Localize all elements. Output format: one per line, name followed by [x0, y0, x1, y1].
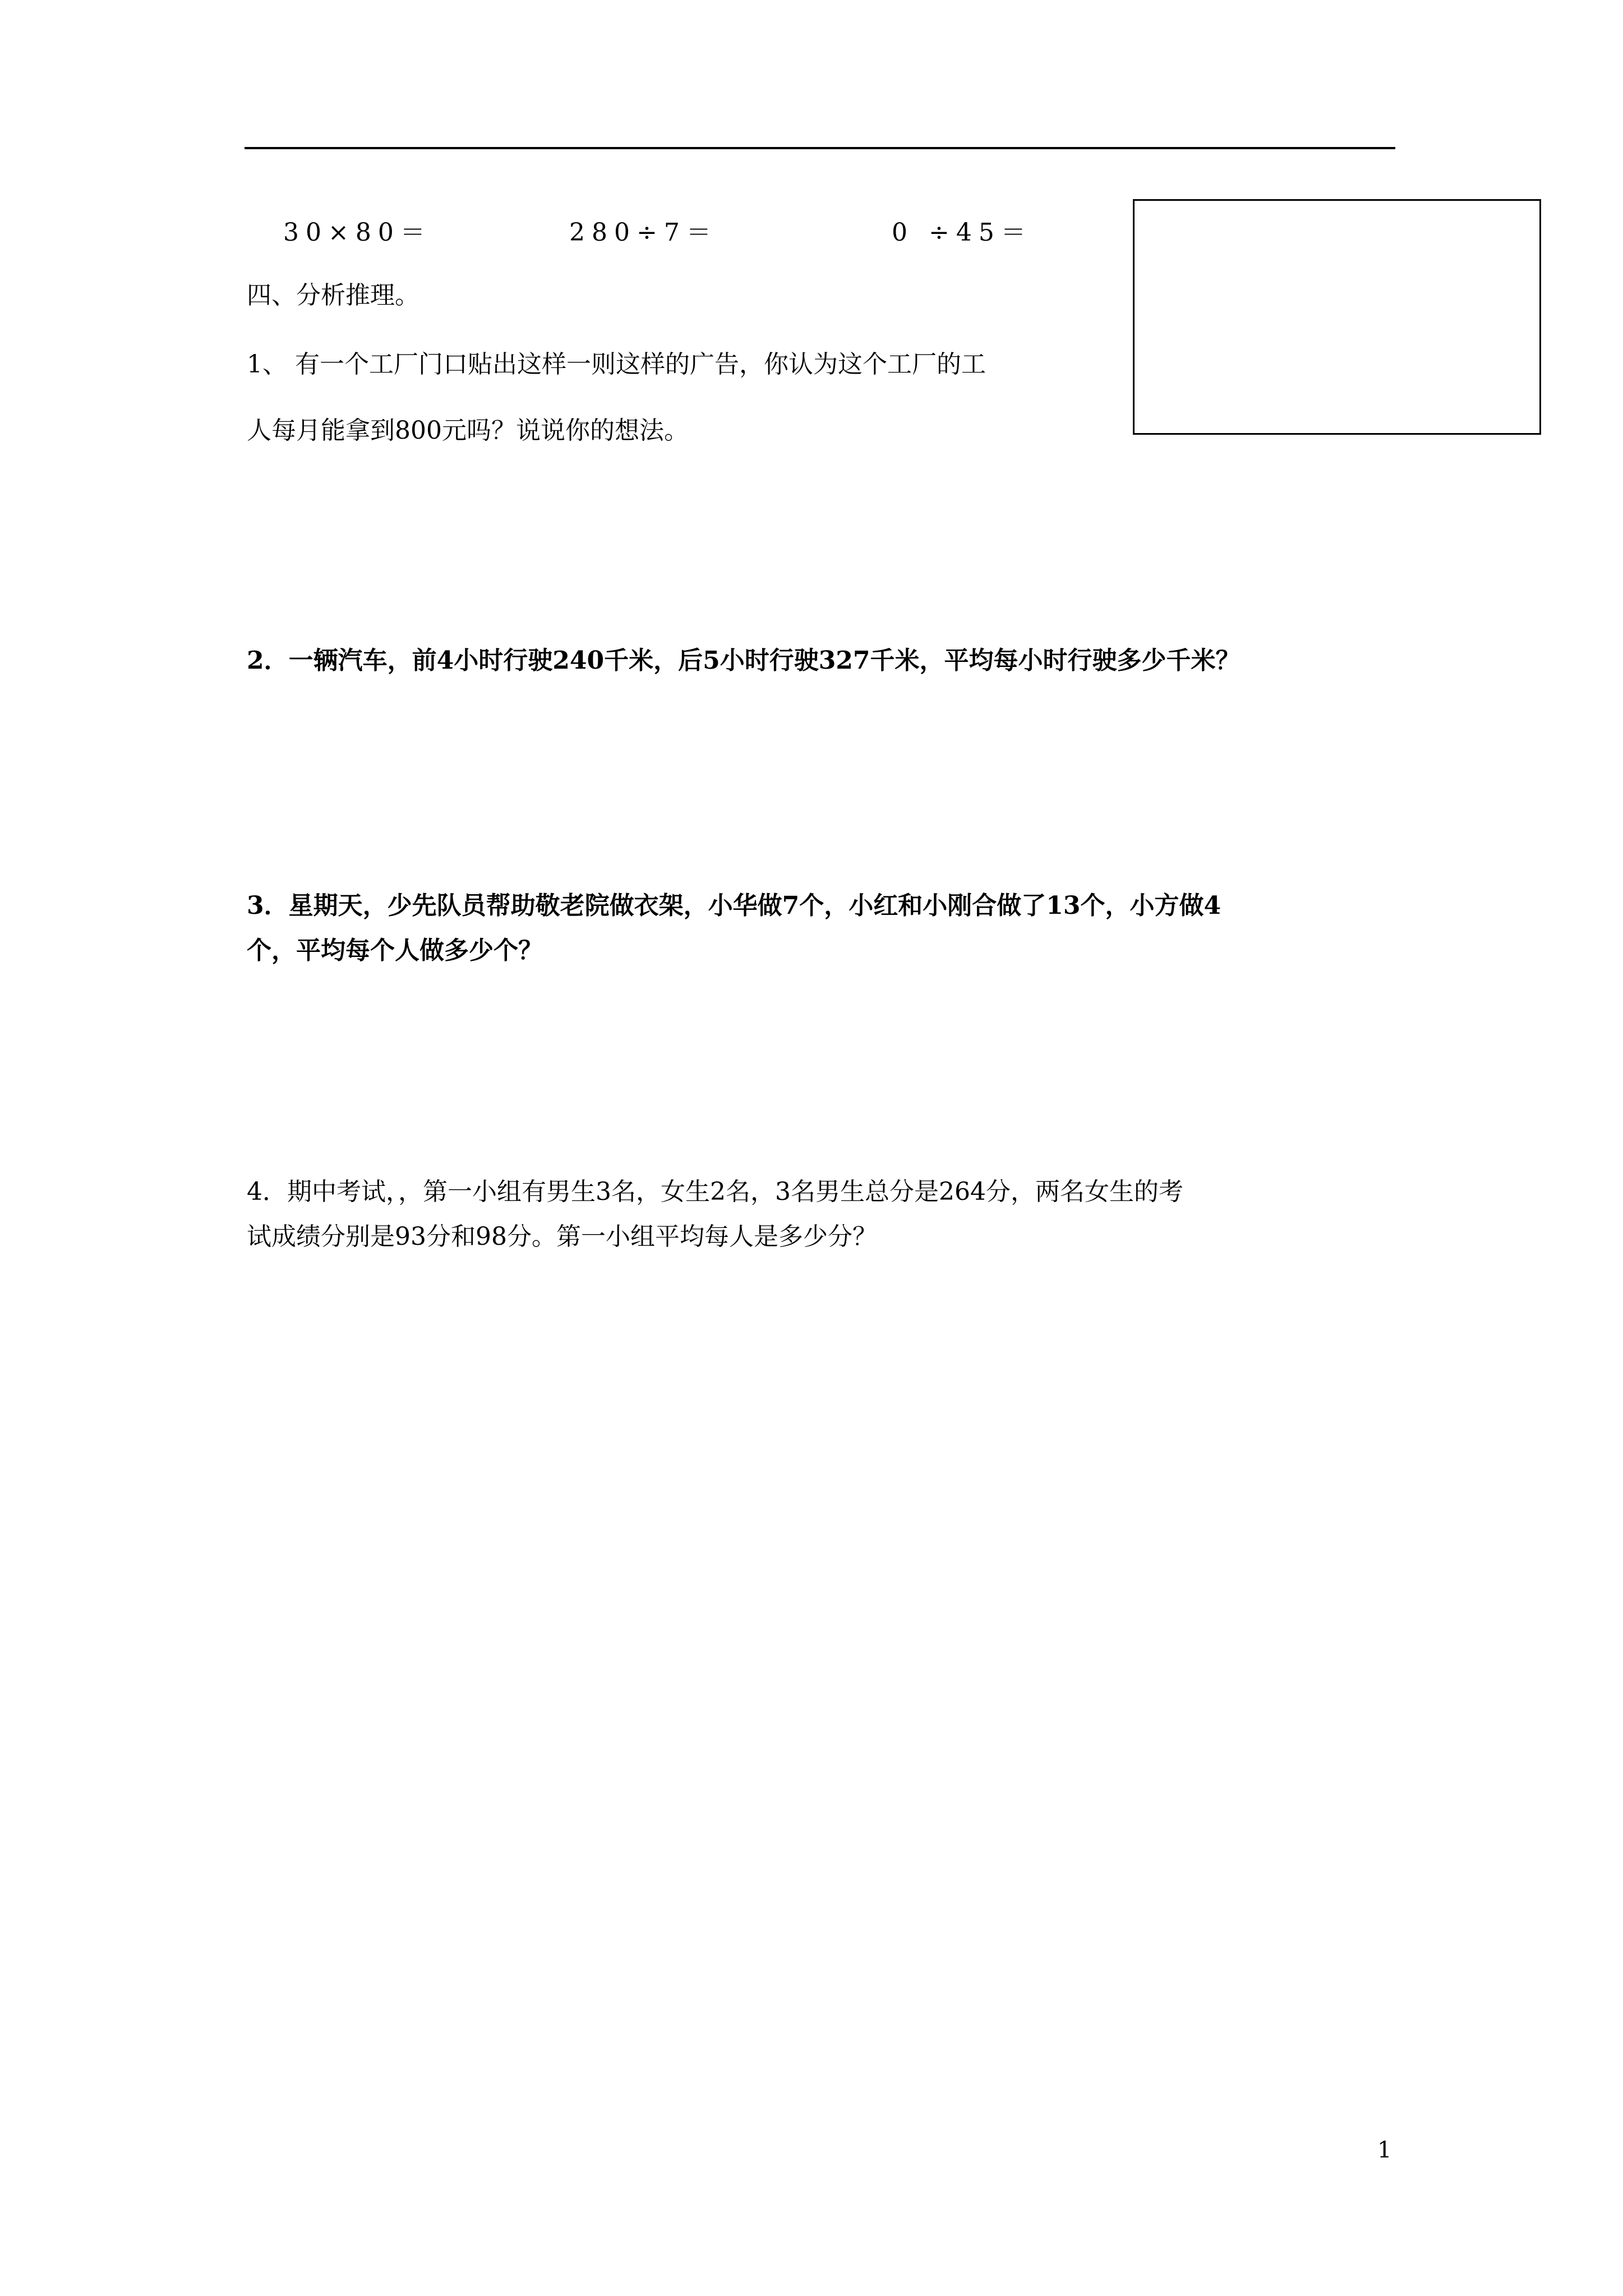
- calc-280div7: 280÷7＝: [569, 218, 718, 247]
- question-4-line-1: 4．期中考试，，第一小组有男生3名，女生2名，3名男生总分是264分，两名女生的考: [247, 1177, 1183, 1206]
- question-1-line-2: 人每月能拿到800元吗？说说你的想法。: [247, 416, 689, 445]
- advertisement-box: [1133, 199, 1541, 435]
- question-3-line-1: 3．星期天，少先队员帮助敬老院做衣架，小华做7个，小红和小刚合做了13个，小方做4: [247, 891, 1221, 920]
- header-rule: [245, 147, 1395, 149]
- page-number: 1: [1377, 2137, 1392, 2163]
- section-title: 四、分析推理。: [247, 281, 419, 310]
- question-2: 2．一辆汽车，前4小时行驶240千米，后5小时行驶327千米，平均每小时行驶多少千米？: [247, 646, 1241, 675]
- question-3-line-2: 个，平均每个人做多少个？: [247, 936, 543, 965]
- calc-0div45: 0 ÷45＝: [892, 218, 1032, 247]
- question-1-line-1: 1、 有一个工厂门口贴出这样一则这样的广告，你认为这个工厂的工: [247, 350, 986, 379]
- calc-30x80: 30×80＝: [283, 218, 432, 247]
- question-4-line-2: 试成绩分别是93分和98分。第一小组平均每人是多少分？: [247, 1222, 877, 1251]
